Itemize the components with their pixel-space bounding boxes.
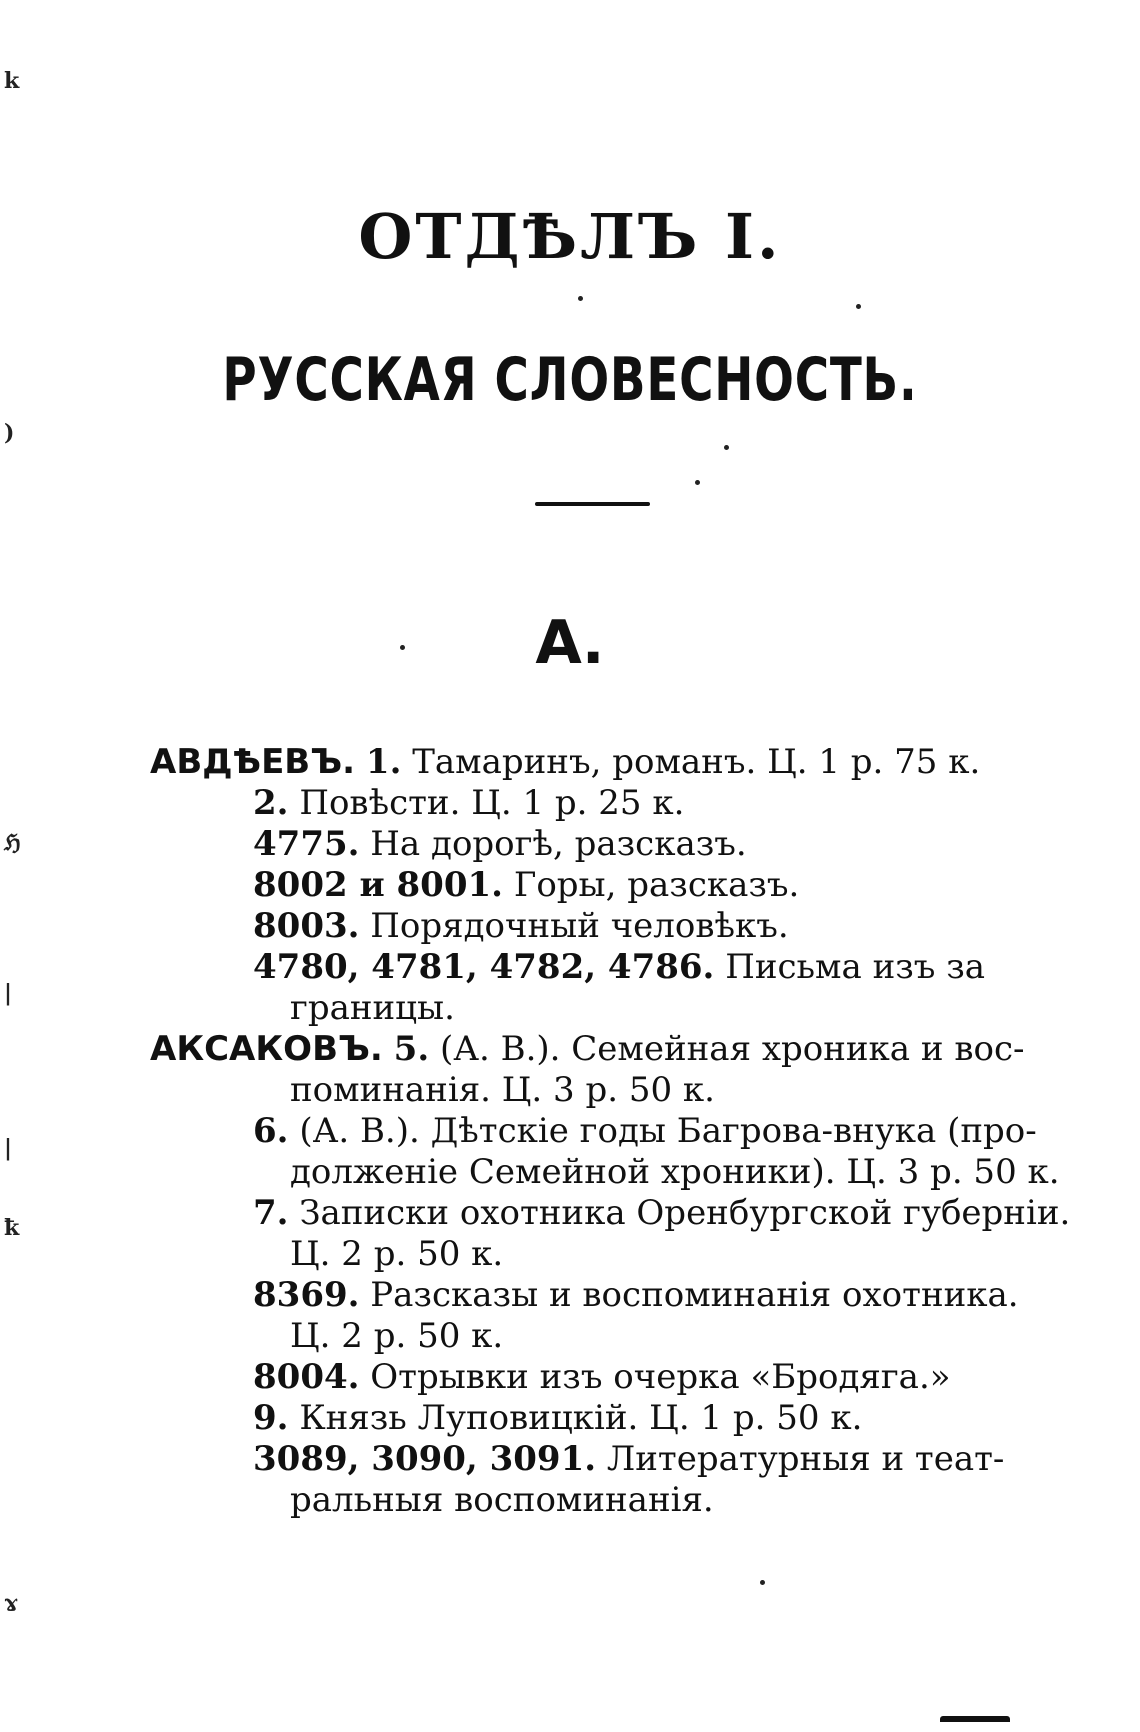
entry-continuation: ральныя воспоминанія.: [290, 1480, 714, 1520]
letter-heading: А.: [535, 608, 605, 678]
ink-speck: [856, 304, 861, 309]
catalog-entry: [150, 1029, 1025, 1070]
entry-text: Порядочный человѣкъ.: [370, 906, 789, 946]
ink-speck: [400, 645, 405, 650]
entry-text: Разсказы и воспоминанія охотника.: [370, 1275, 1019, 1315]
entry-continuation: Ц. 2 р. 50 к.: [290, 1234, 504, 1274]
catalog-entry: [150, 947, 1020, 988]
entry-number: 2.: [253, 783, 289, 823]
author-name: АВДѢЕВЪ.: [150, 742, 356, 782]
entry-number: 4775.: [253, 824, 360, 864]
catalog-entry: [150, 824, 1020, 865]
entry-text: Князь Луповицкій. Ц. 1 р. 50 к.: [299, 1398, 863, 1438]
section-subtitle: РУССКАЯ СЛОВЕСНОСТЬ.: [222, 345, 918, 415]
entry-text: Горы, разсказъ.: [513, 865, 800, 905]
entry-continuation: границы.: [290, 988, 455, 1028]
margin-mark: |: [4, 1135, 13, 1161]
catalog-entry: [150, 1398, 1020, 1439]
entry-continuation: Ц. 2 р. 50 к.: [290, 1316, 504, 1356]
entry-number: 8004.: [253, 1357, 360, 1397]
entry-text: Тамаринъ, романъ. Ц. 1 р. 75 к.: [412, 742, 981, 782]
entry-text: Отрывки изъ очерка «Бродяга.»: [370, 1357, 951, 1397]
entry-continuation: долженіе Семейной хроники). Ц. 3 р. 50 к.: [290, 1152, 1060, 1192]
catalog-entry: [150, 1193, 1071, 1234]
entry-number: 7.: [253, 1193, 289, 1233]
ink-speck: [724, 445, 729, 450]
margin-mark: ɤ: [4, 1590, 18, 1616]
entry-number: 8003.: [253, 906, 360, 946]
catalog-entries: [150, 742, 1071, 1521]
corner-mark: [940, 1716, 1010, 1722]
margin-mark: |: [4, 980, 13, 1006]
entry-text: Письма изъ за: [725, 947, 986, 987]
entry-text: На дорогѣ, разсказъ.: [370, 824, 747, 864]
entry-number: 4780, 4781, 4782, 4786.: [253, 947, 715, 987]
entry-text: (А. В.). Дѣтскіе годы Багрова-внука (про-: [299, 1111, 1037, 1151]
ink-speck: [578, 296, 583, 301]
entry-number: 3089, 3090, 3091.: [253, 1439, 597, 1479]
section-title: ОТДѢЛЪ I.: [358, 200, 782, 273]
entry-number: 5.: [393, 1029, 430, 1069]
entry-number: 8002 и 8001.: [253, 865, 503, 905]
margin-mark: ꝁ: [4, 1215, 20, 1241]
catalog-entry: [150, 865, 1020, 906]
entry-text: (А. В.). Семейная хроника и вос-: [439, 1029, 1025, 1069]
catalog-entry: [150, 1275, 1020, 1316]
author-name: АКСАКОВЪ.: [150, 1029, 383, 1069]
catalog-entry: [150, 783, 1020, 824]
entry-text: Повѣсти. Ц. 1 р. 25 к.: [299, 783, 685, 823]
entry-text: Литературныя и теат-: [606, 1439, 1005, 1479]
ink-speck: [695, 480, 700, 485]
margin-mark: ℌ: [4, 830, 21, 856]
ink-speck: [760, 1580, 765, 1585]
entry-number: 9.: [253, 1398, 289, 1438]
entry-number: 6.: [253, 1111, 289, 1151]
catalog-entry: [150, 1357, 1020, 1398]
decorative-rule: [535, 502, 650, 506]
margin-mark: k: [4, 68, 20, 94]
entry-number: 1.: [365, 742, 402, 782]
entry-continuation: поминанія. Ц. 3 р. 50 к.: [290, 1070, 715, 1110]
catalog-entry: [150, 1111, 1037, 1152]
entry-text: Записки охотника Оренбургской губерніи.: [299, 1193, 1071, 1233]
entry-number: 8369.: [253, 1275, 360, 1315]
margin-mark: ): [4, 420, 15, 446]
catalog-entry: [150, 742, 1020, 783]
catalog-entry: [150, 906, 1020, 947]
catalog-entry: [150, 1439, 1020, 1480]
